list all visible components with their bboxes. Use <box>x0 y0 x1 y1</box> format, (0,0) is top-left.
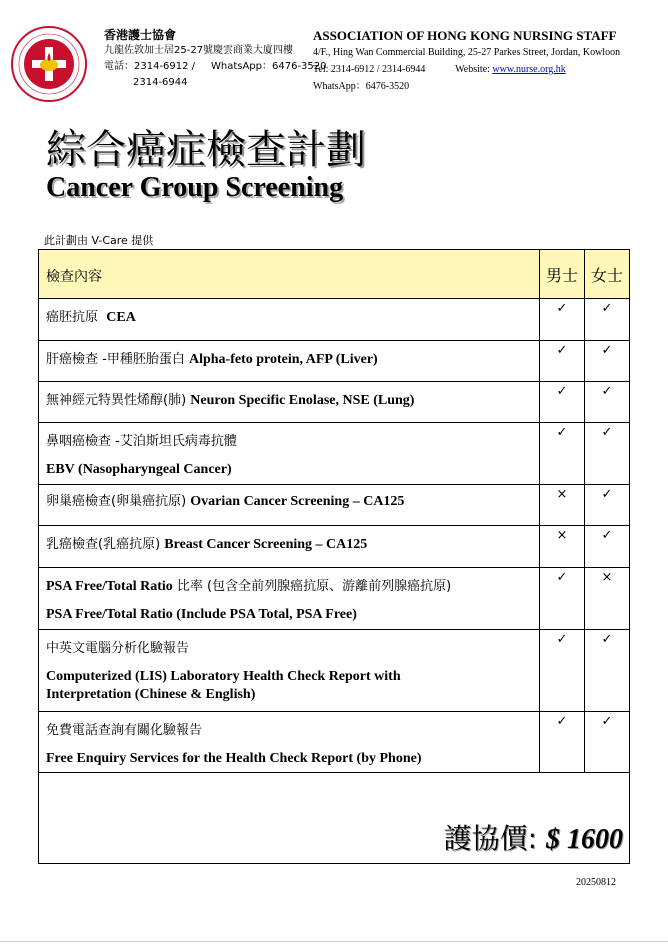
male-mark: ✓ <box>540 712 585 773</box>
female-mark: ✓ <box>585 341 630 382</box>
row-item <box>39 712 540 773</box>
en-org-name: ASSOCIATION OF HONG KONG NURSING STAFF <box>313 28 617 43</box>
page-divider <box>0 941 668 942</box>
row-item-cn: 鼻咽癌檢查 -艾泊斯坦氏病毒抗體 <box>46 434 237 449</box>
row-item-en: CEA <box>106 310 136 325</box>
en-contact-line <box>313 61 620 78</box>
cn-tel2: 2314-6944 <box>133 77 188 88</box>
male-mark: ✓ <box>540 299 585 341</box>
row-item-en: Breast Cancer Screening – CA125 <box>164 537 368 552</box>
row-item <box>39 485 540 526</box>
female-mark: ✓ <box>585 423 630 485</box>
en-whatsapp: WhatsApp：6476-3520 <box>313 81 410 92</box>
male-mark: ✓ <box>540 382 585 423</box>
row-item <box>39 526 540 568</box>
row-item-cn: 比率 (包含全前列腺癌抗原、游離前列腺癌抗原) <box>176 579 452 594</box>
female-mark: ✓ <box>585 485 630 526</box>
row-item-cn: 中英文電腦分析化驗報告 <box>46 641 190 656</box>
row-item-cn: 無神經元特異性烯醇(肺) <box>46 393 187 408</box>
table-row <box>39 712 630 773</box>
english-org-block <box>313 27 620 95</box>
association-logo-seal <box>10 25 88 103</box>
cn-whatsapp: WhatsApp：6476-3520 <box>210 61 327 72</box>
chinese-org-block <box>104 27 327 91</box>
male-mark: ✓ <box>540 423 585 485</box>
title-english: Cancer Group Screening <box>46 172 344 203</box>
row-item-cn: 癌胚抗原 <box>46 310 99 325</box>
cn-org-name: 香港護士協會 <box>104 28 177 42</box>
row-item <box>39 423 540 485</box>
row-item <box>39 568 540 630</box>
female-mark: ✓ <box>585 299 630 341</box>
female-mark: ✓ <box>585 630 630 712</box>
male-mark: ✓ <box>540 341 585 382</box>
row-item-en: Neuron Specific Enolase, NSE (Lung) <box>190 393 415 408</box>
row-item-en: Free Enquiry Services for the Health Check Report (by Phone) <box>46 751 422 766</box>
en-address: 4/F., Hing Wan Commercial Building, 25-27 Parkes Street, Jordan, Kowloon <box>313 47 621 58</box>
header-male: 男士 <box>540 250 585 299</box>
table-row <box>39 423 630 485</box>
title-chinese: 綜合癌症檢查計劃 <box>46 127 366 173</box>
table-row <box>39 299 630 341</box>
male-mark: × <box>540 526 585 568</box>
header-item: 檢查內容 <box>39 250 540 299</box>
date-code: 20250812 <box>576 877 616 888</box>
price-value: $ 1600 <box>546 824 623 855</box>
table-row <box>39 568 630 630</box>
row-item-en: Alpha-feto protein, AFP (Liver) <box>188 352 378 367</box>
row-item-en-prefix: PSA Free/Total Ratio <box>46 579 173 594</box>
member-price <box>444 822 623 855</box>
website-link[interactable]: www.nurse.org.hk <box>492 64 566 75</box>
row-item-en: Ovarian Cancer Screening – CA125 <box>190 494 405 509</box>
row-item <box>39 630 540 712</box>
row-item-cn: 卵巢癌檢查(卵巢癌抗原) <box>46 494 187 509</box>
cn-address: 九龍佐敦加士居25-27號慶雲商業大廈四樓 <box>104 45 294 56</box>
row-item-en: PSA Free/Total Ratio (Include PSA Total, PSA Free) <box>46 607 357 622</box>
row-item-en: EBV (Nasopharyngeal Cancer) <box>46 462 232 477</box>
cn-phone-line <box>104 59 327 75</box>
provider-note: 此計劃由 V-Care 提供 <box>44 234 154 247</box>
row-item-cn: 免費電話查詢有關化驗報告 <box>46 723 203 738</box>
female-mark: ✓ <box>585 712 630 773</box>
male-mark: ✓ <box>540 630 585 712</box>
row-item-en: Computerized (LIS) Laboratory Health Check Report with <box>46 669 401 684</box>
female-mark: ✓ <box>585 526 630 568</box>
en-website-label: Website: <box>455 64 490 75</box>
table-row <box>39 485 630 526</box>
row-item-cn: 肝癌檢查 -甲種胚胎蛋白 <box>46 352 185 367</box>
row-item-en-cont: Interpretation (Chinese & English) <box>46 687 256 702</box>
price-cell <box>39 773 630 864</box>
row-item <box>39 382 540 423</box>
table-row <box>39 341 630 382</box>
table-row <box>39 382 630 423</box>
header-female: 女士 <box>585 250 630 299</box>
male-mark: × <box>540 485 585 526</box>
table-row <box>39 526 630 568</box>
female-mark: ✓ <box>585 382 630 423</box>
female-mark: × <box>585 568 630 630</box>
price-label: 護協價: <box>443 822 538 855</box>
screening-table <box>38 249 630 864</box>
table-header-row <box>39 250 630 299</box>
row-item-cn: 乳癌檢查(乳癌抗原) <box>46 537 161 552</box>
male-mark: ✓ <box>540 568 585 630</box>
row-item <box>39 341 540 382</box>
row-item <box>39 299 540 341</box>
price-row <box>39 773 630 864</box>
en-tel: Tel: 2314-6912 / 2314-6944 <box>313 64 426 75</box>
cn-tel: 電話：2314-6912 / <box>104 61 196 72</box>
table-row <box>39 630 630 712</box>
